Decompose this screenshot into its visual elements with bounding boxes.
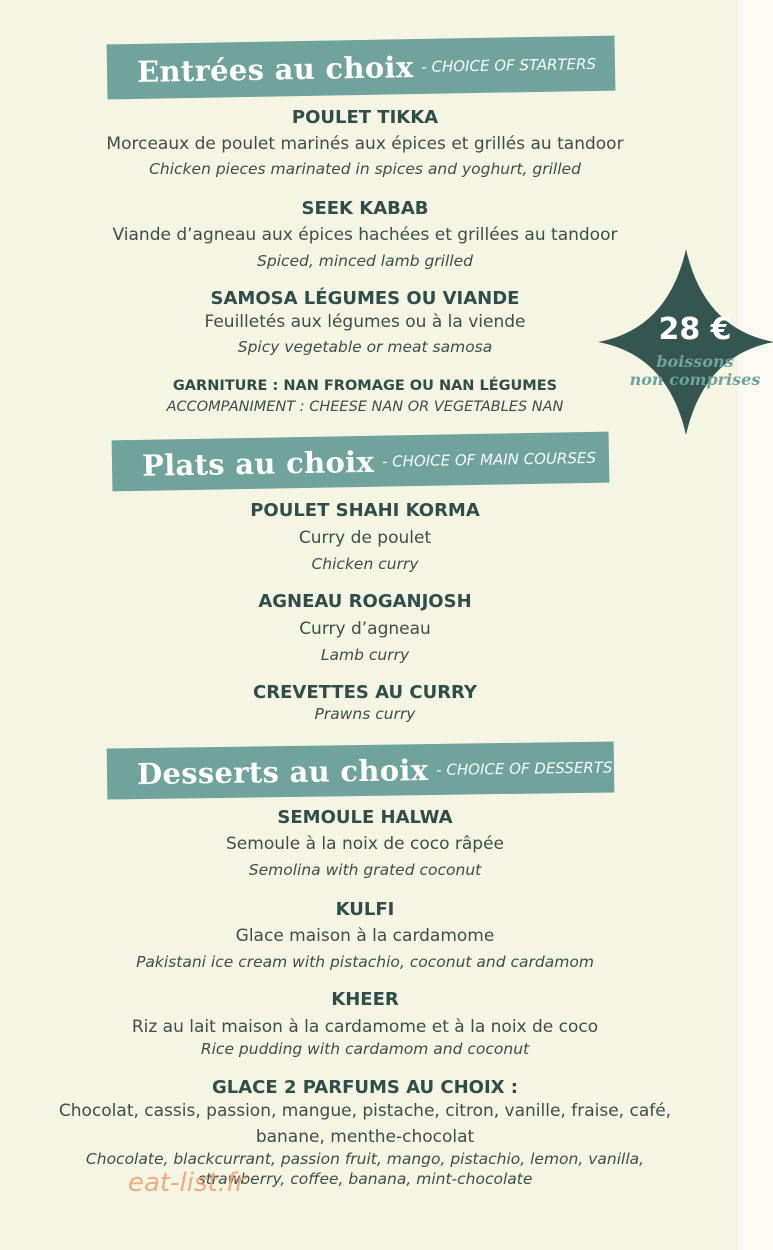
starter-en-1: Chicken pieces marinated in spices and yoghurt, grilled — [149, 160, 581, 178]
right-edge-strip — [738, 0, 773, 1250]
price-amount: 28 € — [658, 312, 732, 347]
watermark-text: eat-list.fr — [128, 1168, 246, 1198]
main-name-1: POULET SHAHI KORMA — [250, 500, 480, 521]
dessert-fr-1: Semoule à la noix de coco râpée — [226, 834, 504, 854]
main-name-2: AGNEAU ROGANJOSH — [258, 591, 472, 612]
main-en-3: Prawns curry — [314, 705, 416, 723]
dessert-en-3: Rice pudding with cardamom and coconut — [200, 1040, 530, 1058]
starter-name-1: POULET TIKKA — [291, 107, 439, 128]
starter-fr-2: Viande d’agneau aux épices hachées et grillées au tandoor — [112, 225, 618, 245]
dessert-name-3: KHEER — [331, 989, 399, 1010]
mains-banner — [112, 432, 610, 492]
dessert-fr-3: Riz au lait maison à la cardamome et à la noix de coco — [131, 1017, 599, 1037]
main-name-3: CREVETTES AU CURRY — [253, 682, 477, 703]
main-en-1: Chicken curry — [311, 555, 419, 573]
starter-name-3: SAMOSA LÉGUMES OU VIANDE — [210, 288, 520, 309]
dessert-en-4-line2: strawberry, coffee, banana, mint-chocolate — [197, 1170, 533, 1188]
dessert-en-1: Semolina with grated coconut — [248, 861, 482, 879]
main-fr-2: Curry d’agneau — [299, 619, 431, 639]
dessert-en-4-line1: Chocolate, blackcurrant, passion fruit, mango, pistachio, lemon, vanilla, — [85, 1150, 645, 1168]
desserts-banner — [107, 741, 615, 799]
dessert-fr-2: Glace maison à la cardamome — [235, 926, 495, 946]
garnish-fr: GARNITURE : NAN FROMAGE OU NAN LÉGUMES — [172, 378, 558, 394]
dessert-en-2: Pakistani ice cream with pistachio, coconut and cardamom — [136, 953, 594, 971]
main-fr-1: Curry de poulet — [298, 528, 432, 548]
main-en-2: Lamb curry — [320, 646, 410, 664]
starter-en-3: Spicy vegetable or meat samosa — [237, 338, 493, 356]
starter-fr-3: Feuilletés aux légumes ou à la viende — [204, 312, 526, 332]
dessert-fr-4-line2: banane, menthe-chocolat — [255, 1127, 475, 1147]
starter-name-2: SEEK KABAB — [301, 198, 429, 219]
garnish-en: ACCOMPANIMENT : CHEESE NAN OR VEGETABLES NAN — [166, 399, 564, 415]
dessert-name-1: SEMOULE HALWA — [277, 807, 453, 828]
price-note-line2: non comprises — [629, 370, 761, 389]
starters-banner — [107, 36, 616, 100]
starters-subtitle: - CHOICE OF STARTERS — [421, 54, 597, 76]
mains-title: Plats au choix — [141, 444, 375, 483]
desserts-title: Desserts au choix — [136, 752, 429, 791]
dessert-name-2: KULFI — [335, 899, 395, 920]
starters-title: Entrées au choix — [136, 49, 414, 89]
starter-fr-1: Morceaux de poulet marinés aux épices et grillés au tandoor — [106, 134, 624, 154]
starter-en-2: Spiced, minced lamb grilled — [257, 252, 473, 270]
dessert-name-4: GLACE 2 PARFUMS AU CHOIX : — [212, 1077, 518, 1098]
mains-subtitle: - CHOICE OF MAIN COURSES — [381, 448, 597, 471]
desserts-subtitle: - CHOICE OF DESSERTS — [436, 757, 613, 779]
price-note-line1: boissons — [656, 352, 734, 371]
dessert-fr-4-line1: Chocolat, cassis, passion, mangue, pistache, citron, vanille, fraise, café, — [58, 1101, 672, 1121]
